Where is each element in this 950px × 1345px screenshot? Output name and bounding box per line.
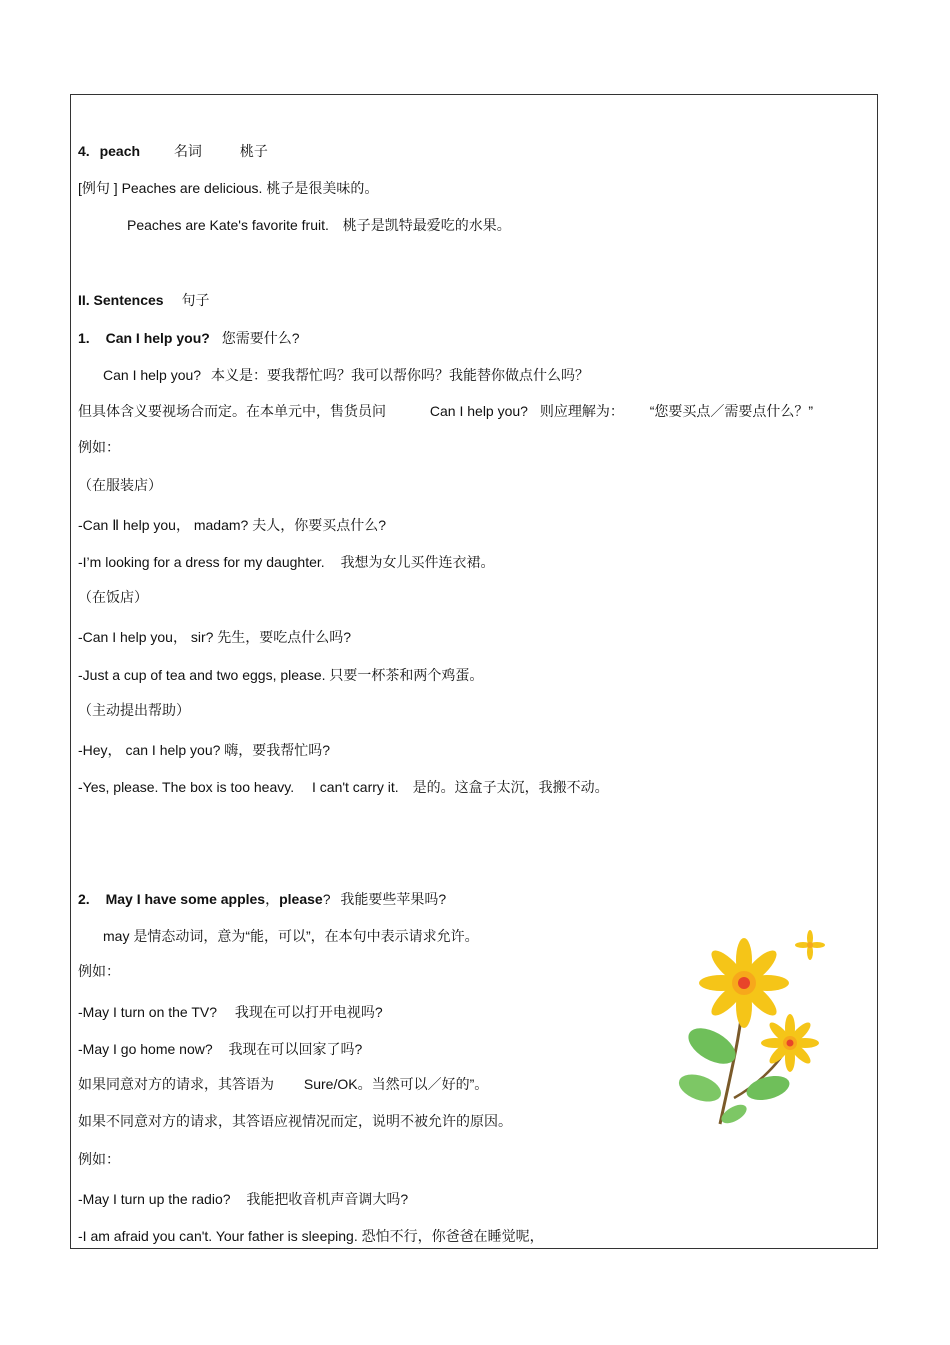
sentence-1-chinese: 您需要什么? [221, 330, 300, 346]
example-label: 例如： [78, 439, 120, 455]
context-restaurant: （在饭店） [78, 589, 148, 605]
note-1-english: Can I help you? [103, 367, 202, 383]
vocab-part-of-speech: 名词 [173, 143, 202, 159]
example-2-english: Peaches are Kate's favorite fruit. [127, 217, 329, 233]
note-2-part-a: 但具体含义要视场合而定。在本单元中，售货员问 [78, 403, 386, 419]
dialogue-1b-english: -I’m looking for a dress for my daughter. [78, 554, 325, 570]
sentence-2-english-a: May I have some apples [105, 891, 266, 907]
note-2-part-b: Can I help you? [429, 403, 528, 419]
sentence-2-note: may 是情态动词，意为“能，可以”，在本句中表示请求允许。 [103, 928, 479, 944]
sentence-1-note-2 [78, 402, 813, 420]
agree-rule [78, 1075, 488, 1093]
example-2-chinese: 桃子是凯特最爱吃的水果。 [342, 217, 511, 233]
dialogue-6-chinese: 我能把收音机声音调大吗? [246, 1191, 409, 1207]
context-offer-help: （主动提出帮助） [78, 702, 190, 718]
dialogue-2a: -Can I help you， sir? 先生，要吃点什么吗? [78, 629, 352, 645]
example-label-3: 例如： [78, 1151, 120, 1167]
sentence-1-english: Can I help you? [105, 330, 210, 346]
sentence-2-comma: ， [265, 891, 280, 907]
example-1-chinese: 桃子是很美味的。 [266, 180, 379, 196]
section-title-chinese: 句子 [181, 292, 210, 308]
sentence-2-english-b: please [279, 891, 323, 907]
dialogue-5 [78, 1040, 362, 1058]
disagree-rule: 如果不同意对方的请求，其答语应视情况而定，说明不被允许的原因。 [78, 1113, 512, 1129]
note-1-chinese: 本义是：要我帮忙吗？我可以帮你吗？我能替你做点什么吗？ [210, 367, 589, 383]
sentence-2-number: 2. [78, 891, 90, 907]
sentence-2-heading [78, 890, 446, 908]
sentence-2-chinese: 我能要些苹果吗? [340, 891, 447, 907]
vocab-meaning: 桃子 [239, 143, 268, 159]
dialogue-3b-chinese: 是的。这盒子太沉，我搬不动。 [412, 779, 609, 795]
example-line-2 [127, 216, 511, 234]
dialogue-5-english: -May I go home now? [78, 1041, 213, 1057]
dialogue-4-english: -May I turn on the TV? [78, 1004, 218, 1020]
vocab-line [78, 142, 268, 160]
context-clothing-store: （在服装店） [78, 477, 162, 493]
flower-illustration [672, 928, 828, 1128]
sentence-1-heading [78, 329, 300, 347]
note-2-part-c: 则应理解为： [539, 403, 624, 419]
vocab-word: peach [99, 143, 141, 159]
sentence-1-number: 1. [78, 330, 90, 346]
dialogue-6 [78, 1190, 408, 1208]
sentence-1-note-1 [103, 366, 589, 384]
dialogue-1b-chinese: 我想为女儿买件连衣裙。 [340, 554, 495, 570]
vocab-number: 4. [78, 143, 90, 159]
dialogue-7: -I am afraid you can't. Your father is sleeping. 恐怕不行，你爸爸在睡觉呢， [78, 1228, 544, 1244]
dialogue-3b-english-1: -Yes, please. The box is too heavy. [78, 779, 295, 795]
dialogue-5-chinese: 我现在可以回家了吗? [228, 1041, 363, 1057]
example-line-1 [78, 179, 378, 197]
dialogue-1b [78, 553, 495, 571]
dialogue-3b [78, 778, 609, 796]
dialogue-4 [78, 1003, 383, 1021]
example-label-2: 例如： [78, 963, 120, 979]
agree-rule-part-a: 如果同意对方的请求，其答语为 [78, 1076, 274, 1092]
example-1-english: Peaches are delicious. [121, 180, 263, 196]
section-heading [78, 291, 209, 309]
dialogue-3b-english-2: I can't carry it. [312, 779, 399, 795]
sentence-2-question-mark: ? [322, 891, 331, 907]
section-title: II. Sentences [78, 292, 164, 308]
dialogue-6-english: -May I turn up the radio? [78, 1191, 231, 1207]
note-2-part-d: “您要买点／需要点什么？” [649, 403, 814, 419]
agree-rule-part-b: Sure/OK。当然可以／好的”。 [303, 1076, 489, 1092]
dialogue-4-chinese: 我现在可以打开电视吗? [234, 1004, 383, 1020]
dialogue-1a: -Can Ⅱ help you， madam? 夫人，你要买点什么? [78, 517, 386, 533]
dialogue-2b: -Just a cup of tea and two eggs, please. 只要一杯茶和两个鸡蛋。 [78, 667, 484, 683]
dialogue-3a: -Hey， can I help you? 嗨，要我帮忙吗? [78, 742, 331, 758]
example-tag: [例句 ] [78, 180, 118, 196]
